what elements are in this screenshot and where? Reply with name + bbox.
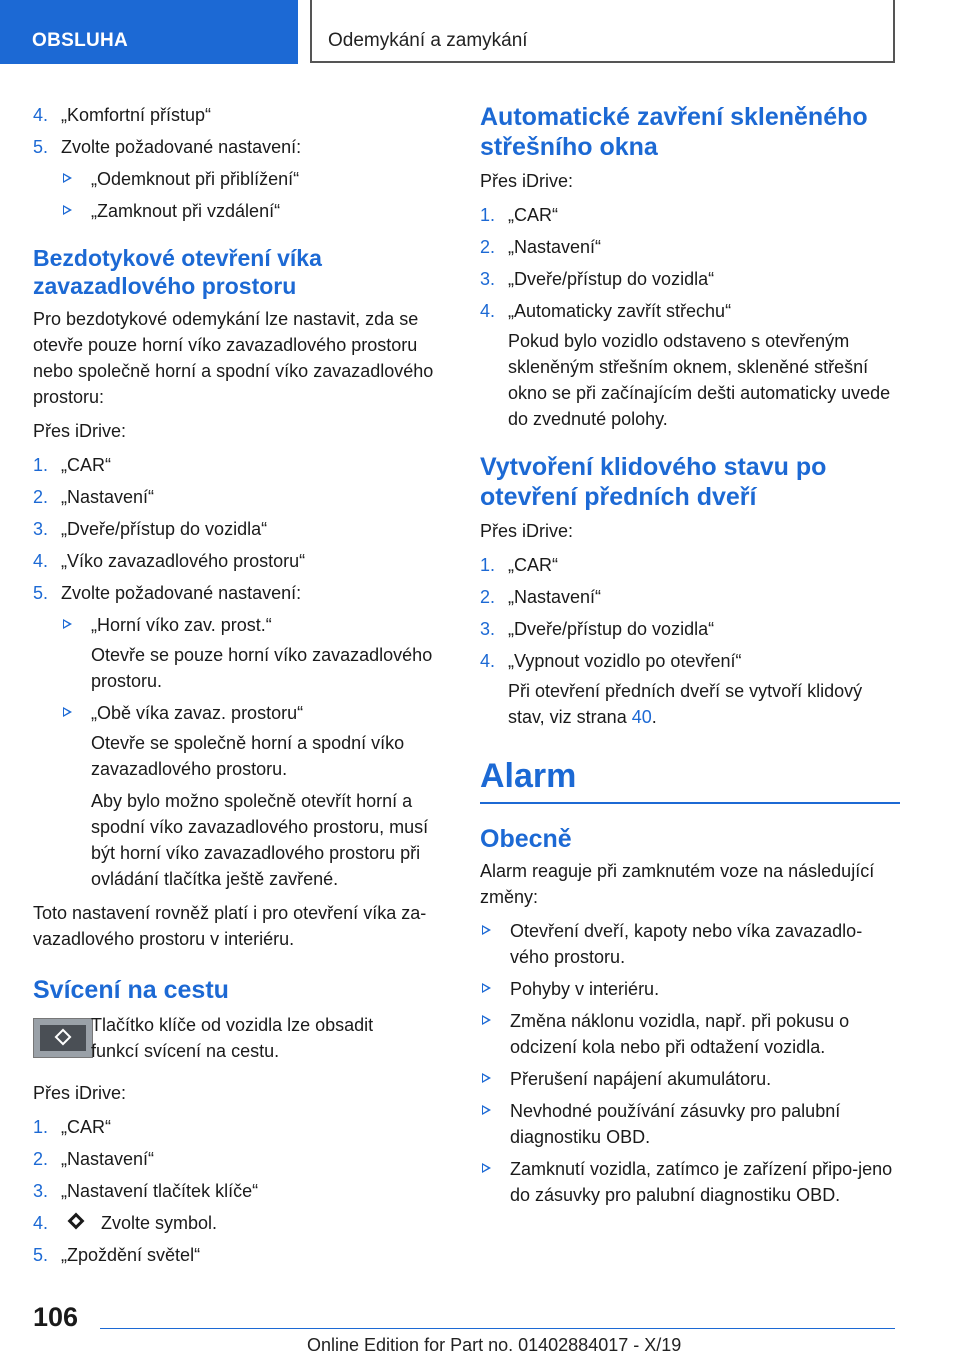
page-link[interactable]: 40 [631, 707, 652, 727]
steps-list-1 [33, 102, 453, 224]
key-button-icon [33, 1018, 93, 1058]
section-title: Odemykání a zamykání [328, 30, 528, 51]
list-item: 4. „Víko zavazadlového prostoru“ [33, 551, 306, 571]
diamond-symbol-icon [61, 1217, 93, 1231]
triangle-bullet-icon [482, 1105, 491, 1115]
list-item: 4. „Komfortní přístup“ [33, 105, 212, 125]
list-item: 1. „CAR“ [33, 455, 111, 475]
bullet-item: Zamknutí vozidla, zatímco je zařízení připo‐jeno do zásuvky pro palubní diagnostiku OBD. [480, 1156, 900, 1208]
triangle-bullet-icon [482, 1073, 491, 1083]
list-item: 3. „Nastavení tlačítek klíče“ [33, 1181, 259, 1201]
steps-list-3 [33, 1114, 453, 1268]
via-idrive-2: Přes iDrive: [33, 1083, 127, 1103]
key-button-block [33, 1012, 453, 1072]
triangle-bullet-icon [63, 619, 72, 629]
triangle-bullet-icon [63, 173, 72, 183]
steps-list-rest [480, 552, 900, 730]
list-item: 2. „Nastavení“ [480, 237, 602, 257]
key-text: Tlačítko klíče od vozidla lze obsadit funkcí svícení na cestu. [91, 1015, 374, 1061]
list-item: 1. „CAR“ [480, 555, 558, 575]
list-item: 1. „CAR“ [33, 1117, 111, 1137]
chapter-label: OBSLUHA [32, 30, 129, 51]
sub-item: „Zamknout při vzdálení“ [61, 198, 453, 224]
sub-options [61, 612, 453, 892]
list-item: 5. Zvolte požadované nastavení: „Horní víko zav. prost.“ Otevře se pouze horní víko zavazadlového prostoru. „Obě víka zavaz. prostoru“ Otevře se společně horní a spodní víko zavazadlového prostoru. Aby bylo možno společně otevřít horní a spodní víko zavazadlového prostoru, musí být horní víko zavazadlového prostoru při ovládání tlačítka ještě zavřené. [33, 580, 453, 892]
steps-list-2 [33, 452, 453, 892]
sub-options [61, 166, 453, 224]
via-idrive: Přes iDrive: [33, 421, 127, 441]
heading-light: Svícení na cestu [33, 976, 229, 1004]
triangle-bullet-icon [482, 1015, 491, 1025]
heading-roof: Automatické zavření skleněného střešního okna [480, 103, 868, 161]
paragraph-note: Toto nastavení rovněž platí i pro otevření víka za‐vazadlového prostoru v interiéru. [33, 903, 427, 949]
page-number: 106 [33, 1302, 79, 1332]
paragraph-trunk: Pro bezdotykové odemykání lze nastavit, zda se otevře pouze horní víko zavazadlového prostoru nebo společně horní a spodní víko zavazadlového prostoru: [33, 309, 434, 407]
via-idrive-2: Přes iDrive: [480, 521, 574, 541]
header-section-box [310, 0, 895, 63]
list-item: 2. „Nastavení“ [33, 1149, 155, 1169]
triangle-bullet-icon [482, 1163, 491, 1173]
triangle-bullet-icon [63, 205, 72, 215]
list-item: 4. Zvolte symbol. [33, 1213, 218, 1233]
heading-trunk: Bezdotykové otevření víka zavazadlového prostoru [33, 245, 322, 299]
header-chapter-tab [0, 0, 298, 64]
footer-edition: Online Edition for Part no. 01402884017 - X/19 [307, 1335, 682, 1355]
alarm-bullets [480, 918, 900, 1208]
list-item: 1. „CAR“ [480, 205, 558, 225]
steps-list-roof [480, 202, 900, 432]
via-idrive: Přes iDrive: [480, 171, 574, 191]
list-item: 5. Zvolte požadované nastavení: „Odemknout při přiblížení“ „Zamknout při vzdálení“ [33, 134, 453, 224]
triangle-bullet-icon [482, 983, 491, 993]
paragraph-alarm: Alarm reaguje při zamknutém voze na následující změny: [480, 861, 875, 907]
list-item: 3. „Dveře/přístup do vozidla“ [480, 619, 715, 639]
bullet-item: Otevření dveří, kapoty nebo víka zavazadlo‐vého prostoru. [480, 918, 900, 970]
footer-divider [100, 1328, 895, 1329]
list-item: 2. „Nastavení“ [33, 487, 155, 507]
list-item: 4. „Vypnout vozidlo po otevření“ Při otevření předních dveří se vytvoří klidový stav, viz strana 40. [480, 651, 863, 727]
left-column [33, 102, 453, 1276]
right-column [480, 102, 900, 1214]
triangle-bullet-icon [63, 707, 72, 717]
heading-rest: Vytvoření klidového stavu po otevření předních dveří [480, 453, 827, 511]
heading-general: Obecně [480, 825, 572, 853]
list-item: 4. „Automaticky zavřít střechu“ Pokud bylo vozidlo odstaveno s otevřeným skleněným střešním oknem, skleněné střešní okno se při začínajícím dešti automaticky uvede do zvednuté polohy. [480, 301, 891, 429]
list-item: 3. „Dveře/přístup do vozidla“ [480, 269, 715, 289]
sub-item: „Obě víka zavaz. prostoru“ Otevře se společně horní a spodní víko zavazadlového prostoru. Aby bylo možno společně otevřít horní a spodní víko zavazadlového prostoru, musí být horní víko zavazadlového prostoru při ovládání tlačítka ještě zavřené. [61, 700, 453, 892]
triangle-bullet-icon [482, 925, 491, 935]
sub-item: „Odemknout při přiblížení“ [61, 166, 453, 192]
bullet-item: Přerušení napájení akumulátoru. [480, 1066, 900, 1092]
list-item: 5. „Zpoždění světel“ [33, 1245, 201, 1265]
bullet-item: Nevhodné používání zásuvky pro palubní diagnostiku OBD. [480, 1098, 900, 1150]
sub-item: „Horní víko zav. prost.“ Otevře se pouze horní víko zavazadlového prostoru. [61, 612, 453, 694]
list-item: 2. „Nastavení“ [480, 587, 602, 607]
bullet-item: Pohyby v interiéru. [480, 976, 900, 1002]
list-item: 3. „Dveře/přístup do vozidla“ [33, 519, 268, 539]
bullet-item: Změna náklonu vozidla, např. při pokusu o odcizení kola nebo při odtažení vozidla. [480, 1008, 900, 1060]
heading-alarm: Alarm [480, 756, 900, 804]
